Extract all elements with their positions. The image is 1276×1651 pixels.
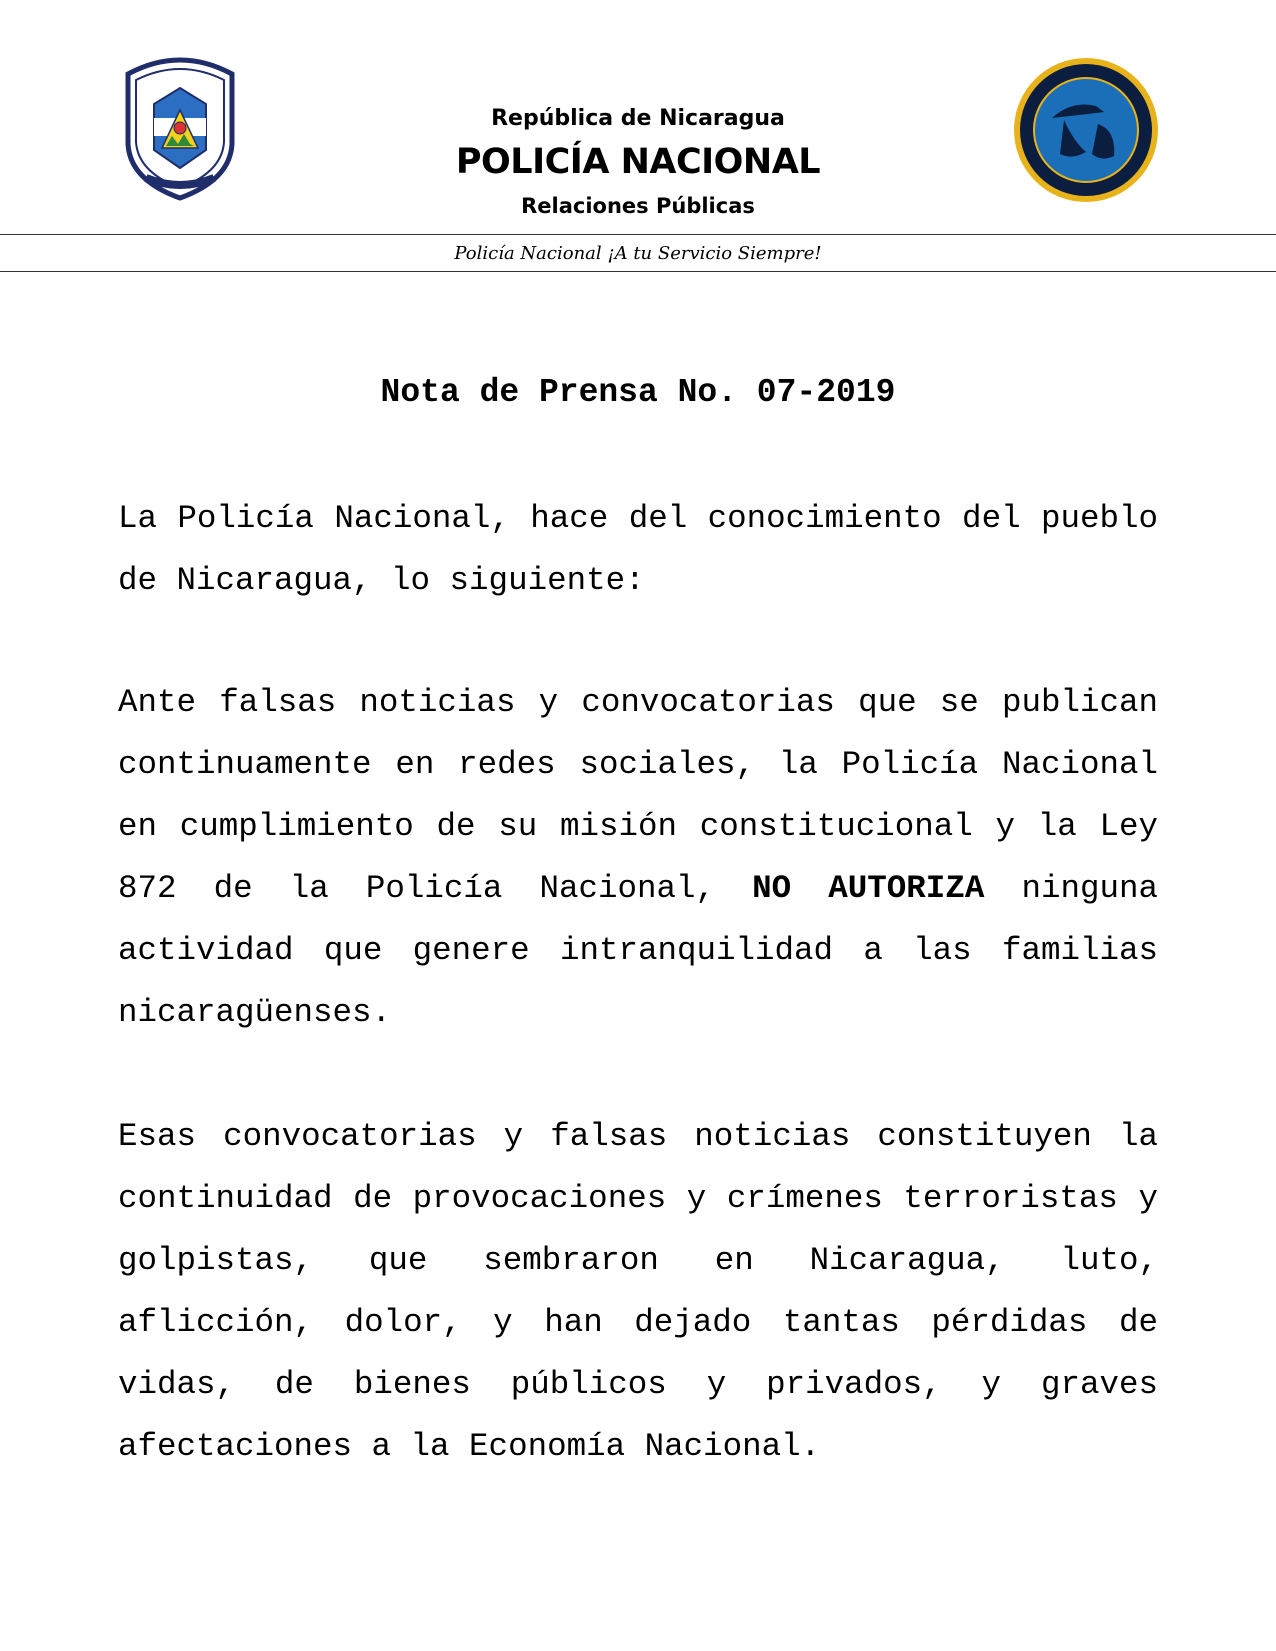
header-institution: POLICÍA NACIONAL [455,142,821,182]
paragraph-announcement-text-1: Ante falsas noticias y convocatorias que se publican continuamente en redes sociales, la Policía Nacional en cumplimiento de su misión constitucional y la Ley 872 de la Policía Nacional, [118,684,1158,907]
paragraph-intro: La Policía Nacional, hace del conocimiento del pueblo de Nicaragua, lo siguiente: [118,500,1158,599]
header-divider-bottom [0,271,1276,272]
header-country: República de Nicaragua [491,106,785,131]
header-department: Relaciones Públicas [521,194,755,218]
paragraph-statement: Esas convocatorias y falsas noticias constituyen la continuidad de provocaciones y crímenes terroristas y golpistas, que sembraron en Nicaragua, luto, aflicción, dolor, y han dejado tantas pérdidas de vidas, de bienes públicos y privados, y graves afectaciones a la Economía Nacional. [118,1118,1158,1465]
paragraph-announcement-text-2: ninguna actividad que genere intranquilidad a las familias nicaragüenses. [118,870,1158,1031]
header-divider-top [0,234,1276,235]
no-autoriza-emphasis: NO AUTORIZA [752,870,985,907]
header-motto: Policía Nacional ¡A tu Servicio Siempre! [454,243,822,264]
press-release-title: Nota de Prensa No. 07-2019 [380,374,896,411]
paragraph-announcement [118,672,1158,1044]
